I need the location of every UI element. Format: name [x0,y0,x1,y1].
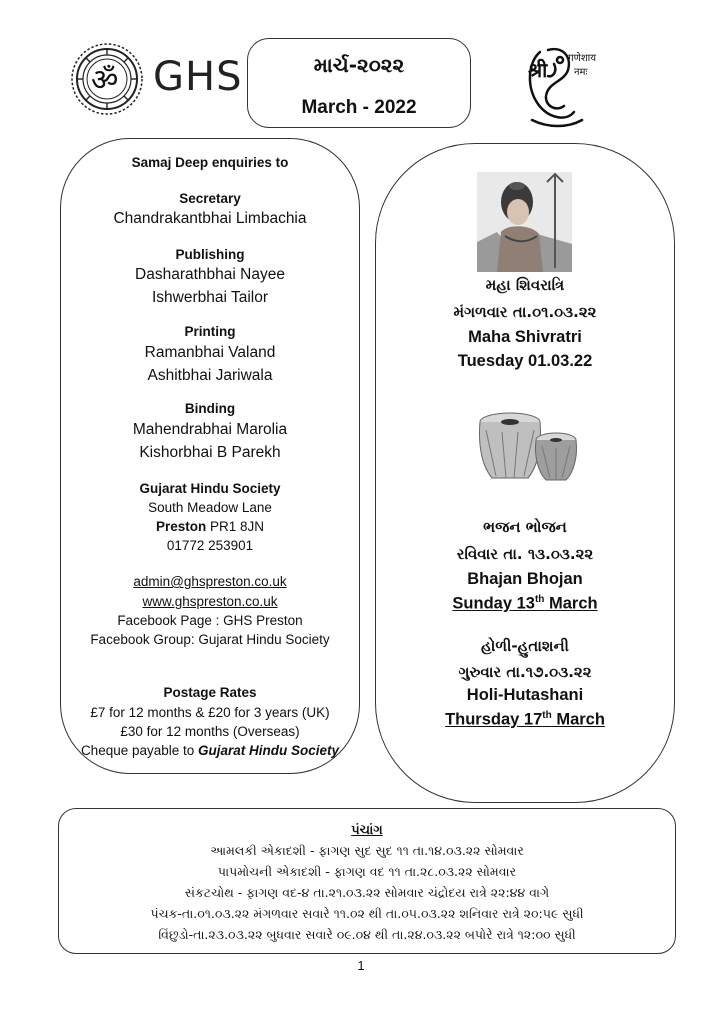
section-name: Ishwerbhai Tailor [151,289,269,306]
postage-heading: Postage Rates [163,685,257,700]
event-month: March [544,594,598,613]
event-gujarati-name: મહા શિવરાત્રિ [485,276,565,294]
ganesh-namah: नमः [574,67,588,78]
ganesh-ganeshaya: गणेशाय [568,53,597,64]
event-gujarati-name: હોળી-હુતાશની [481,637,569,655]
ghs-logo [70,42,243,116]
section-name: Mahendrabhai Marolia [132,421,288,438]
enquiries-intro: Samaj Deep enquiries to [131,155,289,170]
event-day-suffix: th [534,594,545,605]
panchang-box [58,808,676,954]
panchang-line: પાપમોચની એકાદશી - ફાગણ વદ ૧૧ તા.૨૮.૦૩.૨૨ સોમવાર [217,864,517,879]
title-box [247,38,471,128]
panchang-line: સંકટચોથ - ફાગણ વદ-૪ તા.૨૧.૦૩.૨૨ સોમવાર ચંદ્રોદય રાત્રે ૨૨:૪૪ વાગે [184,885,550,900]
event-gujarati-date: રવિવાર તા. ૧૩.૦૩.૨૨ [456,545,594,563]
panchang-line: પંચક-તા.૦૧.૦૩.૨૨ મંગળવાર સવારે ૧૧.૦૨ થી તા.૦૫.૦૩.૨૨ શનિવાર રાત્રે ૨૦:૫૯ સુધી [150,906,584,921]
facebook-group: Facebook Group: Gujarat Hindu Society [90,632,330,647]
phone-number: 01772 253901 [166,538,254,553]
page-number: 1 [357,958,365,973]
address-city-line [61,519,359,534]
org-name: Gujarat Hindu Society [139,481,281,496]
facebook-page: Facebook Page : GHS Preston [117,613,303,628]
event-english-date: Tuesday 01.03.22 [457,352,593,370]
postage-rate-uk: £7 for 12 months & £20 for 3 years (UK) [90,705,330,720]
website-link[interactable]: www.ghspreston.co.uk [142,594,278,609]
section-name: Dasharathbhai Nayee [135,266,285,283]
section-name: Kishorbhai B Parekh [139,444,281,461]
ganesh-shri: श्री [528,60,548,82]
ganesh-emblem [518,42,598,130]
address-city: Preston [155,519,207,534]
postage-rate-overseas: £30 for 12 months (Overseas) [120,724,300,739]
section-heading: Secretary [179,191,241,206]
cheque-payable-line [61,743,359,758]
event-english-name: Holi-Hutashani [466,686,584,704]
event-english-date [376,594,674,614]
address-postcode: PR1 8JN [206,519,265,534]
cheque-prefix: Cheque payable to [80,743,199,758]
shiva-image [477,172,572,272]
panchang-title: પંચાંગ [351,823,383,838]
tabla-image [472,406,584,486]
section-heading: Printing [184,324,236,339]
title-gujarati: માર્ચ-૨૦૨૨ [313,53,405,77]
event-gujarati-date: ગુરુવાર તા.૧૭.૦૩.૨૨ [458,663,592,681]
cheque-payee: Gujarat Hindu Society [198,743,340,758]
section-heading: Binding [184,401,236,416]
event-day-suffix: th [542,710,552,721]
title-english: March - 2022 [301,97,417,118]
event-day: Sunday 13 [452,594,535,613]
email-link[interactable]: admin@ghspreston.co.uk [133,574,287,589]
event-gujarati-date: મંગળવાર તા.૦૧.૦૩.૨૨ [453,303,597,321]
event-english-name: Bhajan Bhojan [467,570,583,588]
panchang-line: વિંછુડો-તા.૨૩.૦૩.૨૨ બુધવાર સવારે ૦૯.૦૪ થી તા.૨૪.૦૩.૨૨ બપોરે રાત્રે ૧૨:૦૦ સુધી [158,927,576,942]
section-name: Ramanbhai Valand [144,344,276,361]
event-day: Thursday 17 [445,710,543,729]
event-gujarati-name: ભજન ભોજન [483,518,567,536]
address-line: South Meadow Lane [148,500,272,515]
event-month: March [551,710,605,729]
logo-text: GHS [153,54,243,100]
om-symbol: ॐ [91,63,119,98]
events-panel [375,143,675,803]
contact-panel [60,138,360,774]
panchang-line: આમલકી એકાદશી - ફાગણ સુદ સુદ ૧૧ તા.૧૪.૦૩.૨૨ સોમવાર [210,843,524,858]
event-english-name: Maha Shivratri [468,328,582,346]
section-heading: Publishing [175,247,245,262]
event-english-date [376,710,674,730]
section-name: Chandrakantbhai Limbachia [113,210,307,227]
section-name: Ashitbhai Jariwala [147,367,273,384]
